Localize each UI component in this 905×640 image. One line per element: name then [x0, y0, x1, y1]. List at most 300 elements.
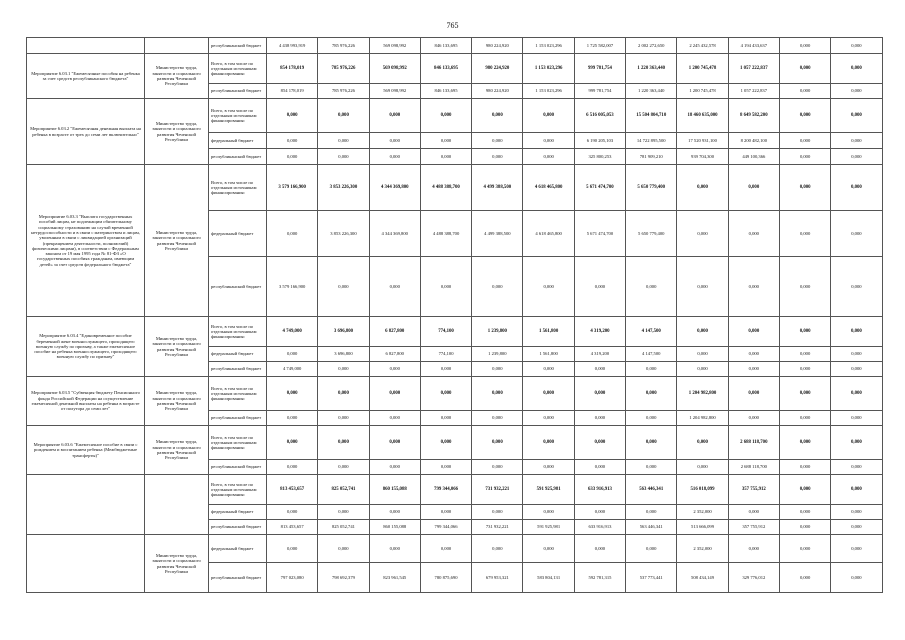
activity-description: [27, 475, 145, 535]
amount-cell: 785 976,226: [318, 84, 369, 99]
amount-cell: 854 178,019: [267, 54, 318, 84]
amount-cell: 0,000: [831, 38, 882, 54]
amount-cell: 1 204 982,800: [677, 377, 728, 411]
table-row: [27, 535, 883, 563]
amount-cell: 0,000: [369, 460, 420, 475]
amount-cell: 0,000: [677, 317, 728, 347]
amount-cell: 0,000: [831, 211, 882, 257]
amount-cell: 591 925,981: [523, 475, 574, 505]
amount-cell: 0,000: [523, 149, 574, 165]
amount-cell: 0,000: [779, 520, 830, 535]
activity-description: Мероприятие 6.03.2 "Ежемесячная денежная выплата на ребенка в возрасте от трех до семи лет включительно": [27, 99, 145, 165]
amount-cell: 785 976,226: [318, 54, 369, 84]
amount-cell: 0,000: [831, 505, 882, 520]
funding-source: Всего, в том числе по отдельным источникам финансирования:: [209, 317, 267, 347]
table-row: [27, 165, 883, 211]
amount-cell: 0,000: [318, 257, 369, 317]
funding-source: федеральный бюджет: [209, 535, 267, 563]
amount-cell: 0,000: [420, 460, 471, 475]
amount-cell: 679 953,321: [472, 563, 523, 593]
amount-cell: 563 446,341: [626, 520, 677, 535]
amount-cell: 0,000: [369, 505, 420, 520]
amount-cell: 0,000: [831, 411, 882, 426]
amount-cell: 2 002 272,650: [626, 38, 677, 54]
funding-source: республиканский бюджет: [209, 411, 267, 426]
amount-cell: 537 773,441: [626, 563, 677, 593]
amount-cell: 0,000: [523, 411, 574, 426]
amount-cell: 854 178,019: [267, 84, 318, 99]
amount-cell: 4 344 369,800: [369, 165, 420, 211]
amount-cell: 583 804,131: [523, 563, 574, 593]
amount-cell: 846 133,695: [420, 84, 471, 99]
amount-cell: 0,000: [831, 84, 882, 99]
executor-cell: Министерство труда, занятости и социального развития Чеченской Республики: [145, 54, 209, 99]
amount-cell: 18 460 635,000: [677, 99, 728, 133]
activity-description: [27, 38, 145, 54]
amount-cell: 508 434,149: [677, 563, 728, 593]
funding-source: Всего, в том числе по отдельным источникам финансирования:: [209, 426, 267, 460]
amount-cell: 1 153 023,296: [523, 84, 574, 99]
amount-cell: 0,000: [677, 165, 728, 211]
amount-cell: 0,000: [523, 133, 574, 149]
amount-cell: 4 499 388,500: [472, 165, 523, 211]
amount-cell: 0,000: [318, 133, 369, 149]
amount-cell: 0,000: [728, 347, 779, 362]
amount-cell: 0,000: [420, 377, 471, 411]
executor-cell: Министерство труда, занятости и социального развития Чеченской Республики: [145, 426, 209, 475]
amount-cell: 0,000: [369, 426, 420, 460]
amount-cell: 0,000: [626, 257, 677, 317]
amount-cell: 0,000: [626, 535, 677, 563]
amount-cell: 0,000: [831, 317, 882, 347]
amount-cell: 1 200 745,478: [677, 84, 728, 99]
amount-cell: 4 438 993,919: [267, 38, 318, 54]
amount-cell: 0,000: [420, 149, 471, 165]
executor-cell: [145, 38, 209, 54]
amount-cell: 823 961,545: [369, 563, 420, 593]
amount-cell: 980 224,920: [472, 84, 523, 99]
amount-cell: 0,000: [677, 257, 728, 317]
amount-cell: 0,000: [779, 38, 830, 54]
executor-cell: Министерство труда, занятости и социального развития Чеченской Республики: [145, 535, 209, 593]
executor-cell: Министерство труда, занятости и социального развития Чеченской Республики: [145, 317, 209, 377]
amount-cell: 0,000: [626, 362, 677, 377]
amount-cell: 0,000: [677, 347, 728, 362]
table-body: [27, 38, 883, 593]
amount-cell: 0,000: [677, 211, 728, 257]
amount-cell: 0,000: [677, 362, 728, 377]
amount-cell: 860 155,088: [369, 475, 420, 505]
activity-description: [27, 535, 145, 593]
amount-cell: 0,000: [318, 411, 369, 426]
amount-cell: 731 932,221: [472, 475, 523, 505]
funding-source: Всего, в том числе по отдельным источникам финансирования:: [209, 165, 267, 211]
amount-cell: 0,000: [574, 257, 625, 317]
amount-cell: 8 649 582,200: [728, 99, 779, 133]
amount-cell: 4 749,000: [267, 317, 318, 347]
amount-cell: 798 692,379: [318, 563, 369, 593]
amount-cell: 4 618 465,800: [523, 211, 574, 257]
amount-cell: 0,000: [420, 362, 471, 377]
amount-cell: 0,000: [523, 505, 574, 520]
amount-cell: 0,000: [728, 165, 779, 211]
amount-cell: 0,000: [779, 99, 830, 133]
amount-cell: 0,000: [318, 99, 369, 133]
amount-cell: 0,000: [574, 460, 625, 475]
funding-source: республиканский бюджет: [209, 563, 267, 593]
amount-cell: 825 052,741: [318, 475, 369, 505]
amount-cell: 813 453,657: [267, 475, 318, 505]
amount-cell: 797 023,080: [267, 563, 318, 593]
amount-cell: 2 352,000: [677, 535, 728, 563]
amount-cell: 0,000: [318, 362, 369, 377]
funding-source: Всего, в том числе по отдельным источникам финансирования:: [209, 54, 267, 84]
funding-source: республиканский бюджет: [209, 362, 267, 377]
amount-cell: 0,000: [779, 411, 830, 426]
amount-cell: 0,000: [831, 257, 882, 317]
amount-cell: 1 153 023,296: [523, 38, 574, 54]
amount-cell: 0,000: [728, 257, 779, 317]
amount-cell: 329 776,012: [728, 563, 779, 593]
amount-cell: 6 190 205,103: [574, 133, 625, 149]
amount-cell: 2 245 432,578: [677, 38, 728, 54]
amount-cell: 731 932,221: [472, 520, 523, 535]
amount-cell: 0,000: [574, 535, 625, 563]
amount-cell: 3 853 226,300: [318, 211, 369, 257]
amount-cell: 0,000: [831, 149, 882, 165]
amount-cell: 0,000: [779, 362, 830, 377]
amount-cell: 6 516 005,053: [574, 99, 625, 133]
amount-cell: 0,000: [779, 149, 830, 165]
amount-cell: 0,000: [728, 505, 779, 520]
amount-cell: 0,000: [831, 165, 882, 211]
amount-cell: 4 147,500: [626, 317, 677, 347]
amount-cell: 0,000: [267, 505, 318, 520]
amount-cell: 513 666,099: [677, 520, 728, 535]
amount-cell: 4 488 388,700: [420, 211, 471, 257]
amount-cell: 0,000: [369, 535, 420, 563]
amount-cell: 357 755,912: [728, 475, 779, 505]
amount-cell: 2 688 118,700: [728, 460, 779, 475]
amount-cell: 799 344,066: [420, 520, 471, 535]
amount-cell: 0,000: [523, 426, 574, 460]
amount-cell: 0,000: [523, 460, 574, 475]
amount-cell: 0,000: [728, 377, 779, 411]
amount-cell: 0,000: [472, 99, 523, 133]
amount-cell: 1 057 222,837: [728, 54, 779, 84]
funding-source: федеральный бюджет: [209, 347, 267, 362]
amount-cell: 846 133,695: [420, 38, 471, 54]
table-row: [27, 377, 883, 411]
amount-cell: 0,000: [318, 149, 369, 165]
amount-cell: 1 200 745,478: [677, 54, 728, 84]
amount-cell: 846 133,695: [420, 54, 471, 84]
amount-cell: 0,000: [728, 317, 779, 347]
amount-cell: 0,000: [831, 520, 882, 535]
amount-cell: 0,000: [779, 133, 830, 149]
amount-cell: 0,000: [420, 535, 471, 563]
amount-cell: 0,000: [472, 505, 523, 520]
amount-cell: 1 057 222,837: [728, 84, 779, 99]
amount-cell: 0,000: [318, 505, 369, 520]
amount-cell: 0,000: [831, 563, 882, 593]
amount-cell: 0,000: [472, 426, 523, 460]
amount-cell: 0,000: [831, 460, 882, 475]
amount-cell: 0,000: [574, 411, 625, 426]
amount-cell: 0,000: [267, 377, 318, 411]
amount-cell: 0,000: [267, 99, 318, 133]
amount-cell: 2 352,000: [677, 505, 728, 520]
amount-cell: 0,000: [472, 133, 523, 149]
funding-source: федеральный бюджет: [209, 505, 267, 520]
activity-description: Мероприятие 6.03.4 "Единовременное пособие беременной жене военнослужащего, проходящего военную службу по призыву, а также ежемесячное пособие на ребенка военнослужащего, проходящего военную службу по призыву": [27, 317, 145, 377]
amount-cell: 357 755,912: [728, 520, 779, 535]
amount-cell: 780 875,690: [420, 563, 471, 593]
amount-cell: 0,000: [318, 460, 369, 475]
amount-cell: 0,000: [267, 211, 318, 257]
amount-cell: 325 800,253: [574, 149, 625, 165]
amount-cell: 0,000: [523, 362, 574, 377]
amount-cell: 4 618 465,800: [523, 165, 574, 211]
amount-cell: 0,000: [831, 54, 882, 84]
amount-cell: 0,000: [267, 460, 318, 475]
amount-cell: 4 749,000: [267, 362, 318, 377]
amount-cell: 0,000: [472, 257, 523, 317]
amount-cell: 0,000: [728, 535, 779, 563]
executor-cell: [145, 475, 209, 535]
funding-source: федеральный бюджет: [209, 211, 267, 257]
amount-cell: 0,000: [779, 211, 830, 257]
amount-cell: 4 319,200: [574, 317, 625, 347]
amount-cell: 3 579 166,900: [267, 257, 318, 317]
amount-cell: 4 319,200: [574, 347, 625, 362]
funding-source: республиканский бюджет: [209, 84, 267, 99]
amount-cell: 0,000: [369, 377, 420, 411]
amount-cell: 0,000: [779, 460, 830, 475]
amount-cell: 0,000: [831, 426, 882, 460]
amount-cell: 785 976,226: [318, 38, 369, 54]
amount-cell: 0,000: [523, 99, 574, 133]
amount-cell: 592 781,315: [574, 563, 625, 593]
amount-cell: 0,000: [779, 54, 830, 84]
amount-cell: 0,000: [472, 460, 523, 475]
amount-cell: 563 446,341: [626, 475, 677, 505]
amount-cell: 1 220 363,440: [626, 84, 677, 99]
amount-cell: 0,000: [420, 426, 471, 460]
amount-cell: 0,000: [831, 99, 882, 133]
amount-cell: 5 650 779,400: [626, 165, 677, 211]
amount-cell: 0,000: [369, 411, 420, 426]
amount-cell: 0,000: [779, 317, 830, 347]
amount-cell: 0,000: [677, 426, 728, 460]
funding-source: Всего, в том числе по отдельным источникам финансирования:: [209, 475, 267, 505]
amount-cell: 0,000: [779, 377, 830, 411]
amount-cell: 1 153 023,296: [523, 54, 574, 84]
amount-cell: 4 147,500: [626, 347, 677, 362]
amount-cell: 0,000: [318, 426, 369, 460]
amount-cell: 0,000: [267, 426, 318, 460]
amount-cell: 0,000: [267, 535, 318, 563]
budget-table: [26, 37, 883, 593]
amount-cell: 0,000: [472, 535, 523, 563]
activity-description: Мероприятие 6.03.5 "Субвенция бюджету Пенсионного фонда Российской Федерации на осуществление ежемесячной денежной выплаты на ребенка в возрасте от полутора до семи лет": [27, 377, 145, 426]
amount-cell: 0,000: [369, 99, 420, 133]
amount-cell: 0,000: [574, 377, 625, 411]
amount-cell: 999 781,754: [574, 84, 625, 99]
amount-cell: 0,000: [369, 362, 420, 377]
amount-cell: 5 671 474,700: [574, 211, 625, 257]
amount-cell: 4 488 388,700: [420, 165, 471, 211]
amount-cell: 0,000: [626, 426, 677, 460]
amount-cell: 569 098,992: [369, 84, 420, 99]
amount-cell: 1 239,800: [472, 347, 523, 362]
amount-cell: 0,000: [267, 347, 318, 362]
amount-cell: 5 650 779,400: [626, 211, 677, 257]
amount-cell: 449 100,366: [728, 149, 779, 165]
amount-cell: 15 504 804,710: [626, 99, 677, 133]
amount-cell: 569 098,992: [369, 38, 420, 54]
amount-cell: 813 453,657: [267, 520, 318, 535]
amount-cell: 0,000: [779, 84, 830, 99]
amount-cell: 0,000: [369, 149, 420, 165]
amount-cell: 0,000: [779, 347, 830, 362]
amount-cell: 591 925,981: [523, 520, 574, 535]
amount-cell: 0,000: [523, 257, 574, 317]
executor-cell: Министерство труда, занятости и социального развития Чеченской Республики: [145, 377, 209, 426]
table-row: [27, 426, 883, 460]
amount-cell: 3 853 226,300: [318, 165, 369, 211]
amount-cell: 0,000: [831, 377, 882, 411]
amount-cell: 0,000: [779, 475, 830, 505]
table-row: [27, 38, 883, 54]
table-row: [27, 99, 883, 133]
amount-cell: 0,000: [779, 165, 830, 211]
amount-cell: 0,000: [779, 505, 830, 520]
amount-cell: 825 052,741: [318, 520, 369, 535]
funding-source: федеральный бюджет: [209, 133, 267, 149]
amount-cell: 1 561,800: [523, 347, 574, 362]
amount-cell: 0,000: [267, 411, 318, 426]
amount-cell: 0,000: [472, 149, 523, 165]
funding-source: республиканский бюджет: [209, 149, 267, 165]
amount-cell: 14 722 895,500: [626, 133, 677, 149]
funding-source: республиканский бюджет: [209, 257, 267, 317]
amount-cell: 0,000: [420, 257, 471, 317]
amount-cell: 3 579 166,900: [267, 165, 318, 211]
amount-cell: 799 344,066: [420, 475, 471, 505]
amount-cell: 0,000: [677, 460, 728, 475]
amount-cell: 0,000: [779, 257, 830, 317]
amount-cell: 1 561,800: [523, 317, 574, 347]
amount-cell: 1 204 982,800: [677, 411, 728, 426]
amount-cell: 939 704,300: [677, 149, 728, 165]
funding-source: Всего, в том числе по отдельным источникам финансирования:: [209, 99, 267, 133]
amount-cell: 0,000: [728, 211, 779, 257]
amount-cell: 4 344 369,800: [369, 211, 420, 257]
amount-cell: 980 224,920: [472, 38, 523, 54]
amount-cell: 8 200 482,100: [728, 133, 779, 149]
funding-source: Всего, в том числе по отдельным источникам финансирования:: [209, 377, 267, 411]
funding-source: республиканский бюджет: [209, 520, 267, 535]
amount-cell: 774,100: [420, 347, 471, 362]
amount-cell: 0,000: [574, 426, 625, 460]
amount-cell: 0,000: [523, 377, 574, 411]
table-row: [27, 54, 883, 84]
amount-cell: 1 239,800: [472, 317, 523, 347]
amount-cell: 0,000: [267, 149, 318, 165]
amount-cell: 0,000: [369, 257, 420, 317]
amount-cell: 3 696,800: [318, 317, 369, 347]
amount-cell: 0,000: [779, 563, 830, 593]
amount-cell: 0,000: [472, 411, 523, 426]
activity-description: Мероприятие 6.03.6 "Ежемесячное пособие в связи с рождением и воспитанием ребенка (Межбюджетные трансферты)": [27, 426, 145, 475]
amount-cell: 0,000: [472, 377, 523, 411]
amount-cell: 0,000: [831, 362, 882, 377]
amount-cell: 0,000: [831, 133, 882, 149]
amount-cell: 0,000: [420, 99, 471, 133]
table-row: [27, 317, 883, 347]
page-number: 765: [446, 21, 459, 30]
amount-cell: 0,000: [574, 505, 625, 520]
amount-cell: 3 696,800: [318, 347, 369, 362]
amount-cell: 0,000: [420, 411, 471, 426]
funding-source: республиканский бюджет: [209, 460, 267, 475]
amount-cell: 4 194 433,637: [728, 38, 779, 54]
amount-cell: 0,000: [626, 505, 677, 520]
table-row: [27, 475, 883, 505]
executor-cell: Министерство труда, занятости и социального развития Чеченской Республики: [145, 165, 209, 317]
amount-cell: 1 725 582,007: [574, 38, 625, 54]
amount-cell: 1 220 363,440: [626, 54, 677, 84]
amount-cell: 5 671 474,700: [574, 165, 625, 211]
amount-cell: 516 018,099: [677, 475, 728, 505]
amount-cell: 999 781,754: [574, 54, 625, 84]
amount-cell: 980 224,920: [472, 54, 523, 84]
amount-cell: 0,000: [574, 362, 625, 377]
amount-cell: 6 827,800: [369, 317, 420, 347]
activity-description: Мероприятие 6.03.1 "Ежемесячные пособия на ребенка за счет средств республиканского бюджета": [27, 54, 145, 99]
amount-cell: 0,000: [626, 411, 677, 426]
amount-cell: 0,000: [831, 535, 882, 563]
amount-cell: 0,000: [728, 362, 779, 377]
amount-cell: 0,000: [472, 362, 523, 377]
amount-cell: 4 499 388,500: [472, 211, 523, 257]
amount-cell: 0,000: [318, 535, 369, 563]
amount-cell: 6 827,800: [369, 347, 420, 362]
amount-cell: 0,000: [267, 133, 318, 149]
amount-cell: 0,000: [779, 426, 830, 460]
amount-cell: 774,100: [420, 317, 471, 347]
amount-cell: 17 520 931,100: [677, 133, 728, 149]
amount-cell: 860 155,088: [369, 520, 420, 535]
activity-description: Мероприятие 6.03.3 "Выплата государственных пособий лицам, не подлежащим обязательному социальному страхованию на случай временной нетрудоспособности и в связи с материнством и лицам, уволенным в связи с ликвидацией организаций (прекращением деятельности, полномочий) физическими лицами), в соответствии с Федеральным законом от 19 мая 1995 года № 81-ФЗ «О государственных пособиях гражданам, имеющим детей» за счет средств федерального бюджета": [27, 165, 145, 317]
amount-cell: 2 688 118,700: [728, 426, 779, 460]
amount-cell: 0,000: [420, 133, 471, 149]
amount-cell: 0,000: [420, 505, 471, 520]
amount-cell: 0,000: [831, 475, 882, 505]
amount-cell: 633 916,913: [574, 475, 625, 505]
amount-cell: 0,000: [831, 347, 882, 362]
amount-cell: 0,000: [523, 535, 574, 563]
executor-cell: Министерство труда, занятости и социального развития Чеченской Республики: [145, 99, 209, 165]
amount-cell: 633 916,913: [574, 520, 625, 535]
amount-cell: 0,000: [369, 133, 420, 149]
amount-cell: 0,000: [318, 377, 369, 411]
amount-cell: 569 098,992: [369, 54, 420, 84]
amount-cell: 0,000: [728, 411, 779, 426]
amount-cell: 0,000: [626, 377, 677, 411]
amount-cell: 0,000: [626, 460, 677, 475]
